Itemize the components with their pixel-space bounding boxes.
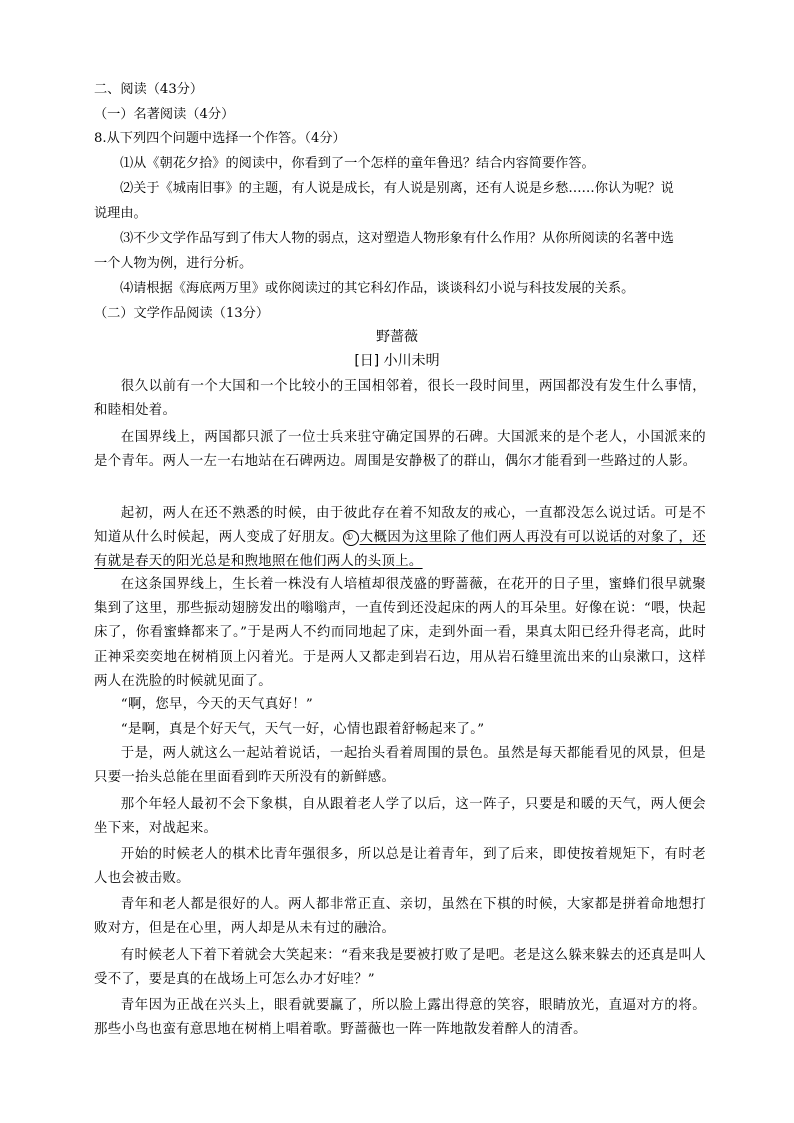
option-3-cont: 一个人物为例，进行分析。 [94, 256, 253, 271]
paragraph-2: 在国界线上，两国都只派了一位士兵来驻守确定国界的石碑。大国派来的是个老人，小国派来的是个青年。两人一左一右地站在石碑两边。周围是安静极了的群山，偶尔才能看到一些路过的人影。 [94, 430, 706, 470]
option-3: ⑶不少文学作品写到了伟大人物的弱点，这对塑造人物形象有什么作用？从你所阅读的名著中选 [120, 231, 674, 246]
annotation-marker: ① [343, 530, 359, 546]
paragraph-3 [94, 502, 706, 575]
dialogue-2: “是啊，真是个好天气，天气一好，心情也跟着舒畅起来了。” [120, 722, 485, 737]
underlined-sentence: 大概因为这里除了他们两人再没有可以说话的对象了，还有就是春天的阳光总是和煦地照在他们两人的头顶上。 [94, 530, 706, 570]
dialogue-1: “啊，您早，今天的天气真好！” [120, 697, 314, 712]
part2-heading: （二）文学作品阅读（13分） [94, 306, 270, 321]
paragraph-10: 青年因为正战在兴头上，眼看就要赢了，所以脸上露出得意的笑容，眼睛放光，直逼对方的将。那些小鸟也蛮有意思地在树梢上唱着歌。野蔷薇也一阵一阵地散发着醉人的清香。 [94, 998, 706, 1038]
paragraph-3-text: 起初，两人在还不熟悉的时候，由于彼此存在着不知敌友的戒心，一直都没怎么说过话。可是不知道从什么时候起，两人变成了好朋友。 [94, 506, 706, 546]
paragraph-7: 开始的时候老人的棋术比青年强很多，所以总是让着青年，到了后来，即使按着规矩下，有时老人也会被击败。 [94, 847, 706, 887]
story-author: [日] 小川未明 [354, 353, 440, 369]
paragraph-4: 在这条国界线上，生长着一株没有人培植却很茂盛的野蔷薇，在花开的日子里，蜜蜂们很早就聚集到了这里，那些振动翅膀发出的嗡嗡声，一直传到还没起床的两人的耳朵里。好像在说：“喂，快起床了，你看蜜蜂都来了。”于是两人不约而同地起了床，走到外面一看，果真太阳已经升得老高，此时正神采奕奕地在树梢顶上闪着光。于是两人又都走到岩石边，用从岩石缝里流出来的山泉漱口，这样两人在洗脸的时候就见面了。 [94, 577, 706, 689]
paragraph-9: 有时候老人下着下着就会大笑起来：“看来我是要被打败了是吧。老是这么躲来躲去的还真是叫人受不了，要是真的在战场上可怎么办才好哇？” [94, 948, 706, 988]
option-4: ⑷请根据《海底两万里》或你阅读过的其它科幻作品，谈谈科幻小说与科技发展的关系。 [120, 281, 635, 296]
story-title: 野蔷薇 [376, 329, 418, 345]
part1-heading: （一）名著阅读（4分） [94, 107, 235, 122]
section-heading: 二、阅读（43分） [94, 82, 204, 97]
paragraph-5: 于是，两人就这么一起站着说话，一起抬头看着周围的景色。虽然是每天都能看见的风景，但是只要一抬头总能在里面看到昨天所没有的新鲜感。 [94, 746, 706, 786]
paragraph-6: 那个年轻人最初不会下象棋，自从跟着老人学了以后，这一阵子，只要是和暖的天气，两人便会坐下来，对战起来。 [94, 797, 706, 837]
option-2: ⑵关于《城南旧事》的主题，有人说是成长，有人说是别离，还有人说是乡愁……你认为呢？说 [120, 181, 674, 196]
option-1: ⑴从《朝花夕拾》的阅读中，你看到了一个怎样的童年鲁迅？结合内容简要作答。 [120, 156, 595, 171]
option-2-cont: 说理由。 [94, 206, 147, 221]
paragraph-1: 很久以前有一个大国和一个比较小的王国相邻着，很长一段时间里，两国都没有发生什么事情，和睦相处着。 [94, 379, 706, 419]
paragraph-8: 青年和老人都是很好的人。两人都非常正直、亲切，虽然在下棋的时候，大家都是拼着命地想打败对方，但是在心里，两人却是从未有过的融洽。 [94, 897, 706, 937]
question-8: 8.从下列四个问题中选择一个作答。（4分） [94, 131, 346, 146]
